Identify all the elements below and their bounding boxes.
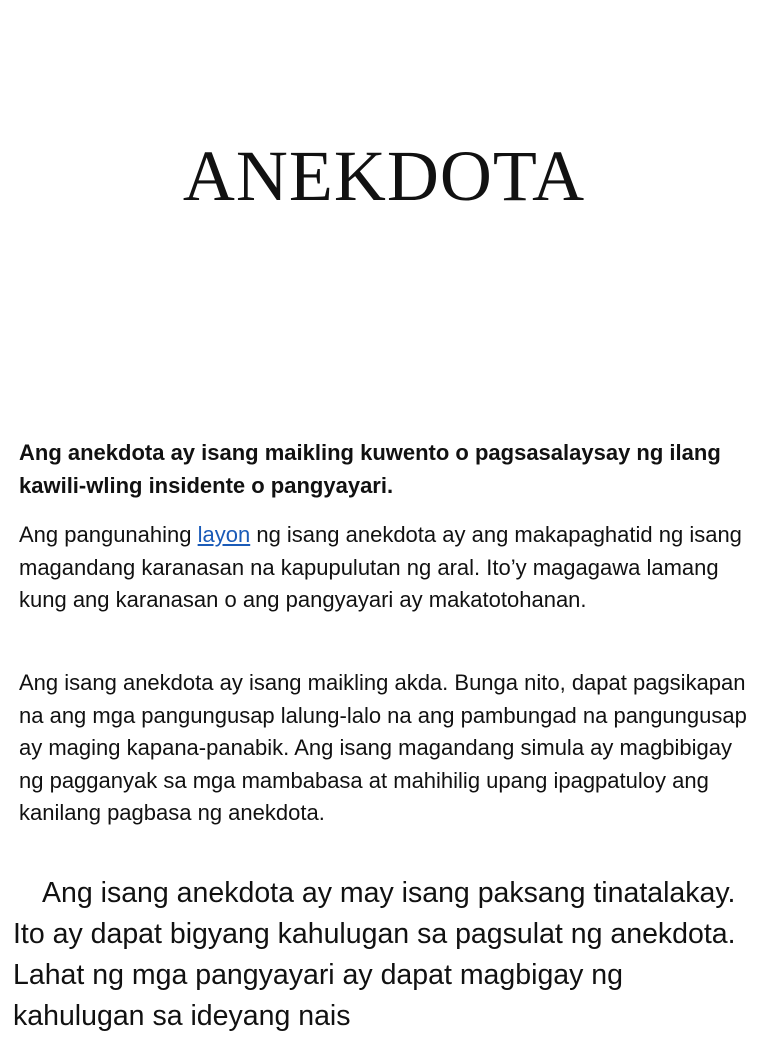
- intro-paragraph: Ang anekdota ay isang maikling kuwento o pagsasalaysay ng ilang kawili-wling insidente o pangyayari.: [19, 440, 721, 498]
- paragraph-1-text-end: ng isang anekdota ay ang makapaghatid ng isang magandang karanasan na kapupulutan ng aral. Ito’y magagawa lamang kung ang karanasan o ang pangyayari ay makatotohanan.: [19, 522, 742, 612]
- paragraph-1-text-start: Ang pangunahing: [19, 522, 198, 547]
- body-paragraph-1: [19, 519, 759, 617]
- page-title: ANEKDOTA: [182, 136, 586, 216]
- layon-link[interactable]: layon: [197, 522, 251, 547]
- body-paragraph-2: Ang isang anekdota ay isang maikling akda. Bunga nito, dapat pagsikapan na ang mga pangungusap lalung-lalo na ang pambungad na pangungusap ay maging kapana-panabik. Ang isang magandang simula ay magbibigay ng pagganyak sa mga mambabasa at mahihilig upang ipagpatuloy ang kanilang pagbasa ng anekdota.: [19, 670, 747, 825]
- body-paragraph-3: Ang isang anekdota ay may isang paksang tinatalakay. Ito ay dapat bigyang kahulugan sa pagsulat ng anekdota. Lahat ng mga pangyayari ay dapat magbigay ng kahulugan sa ideyang nais: [13, 877, 736, 1032]
